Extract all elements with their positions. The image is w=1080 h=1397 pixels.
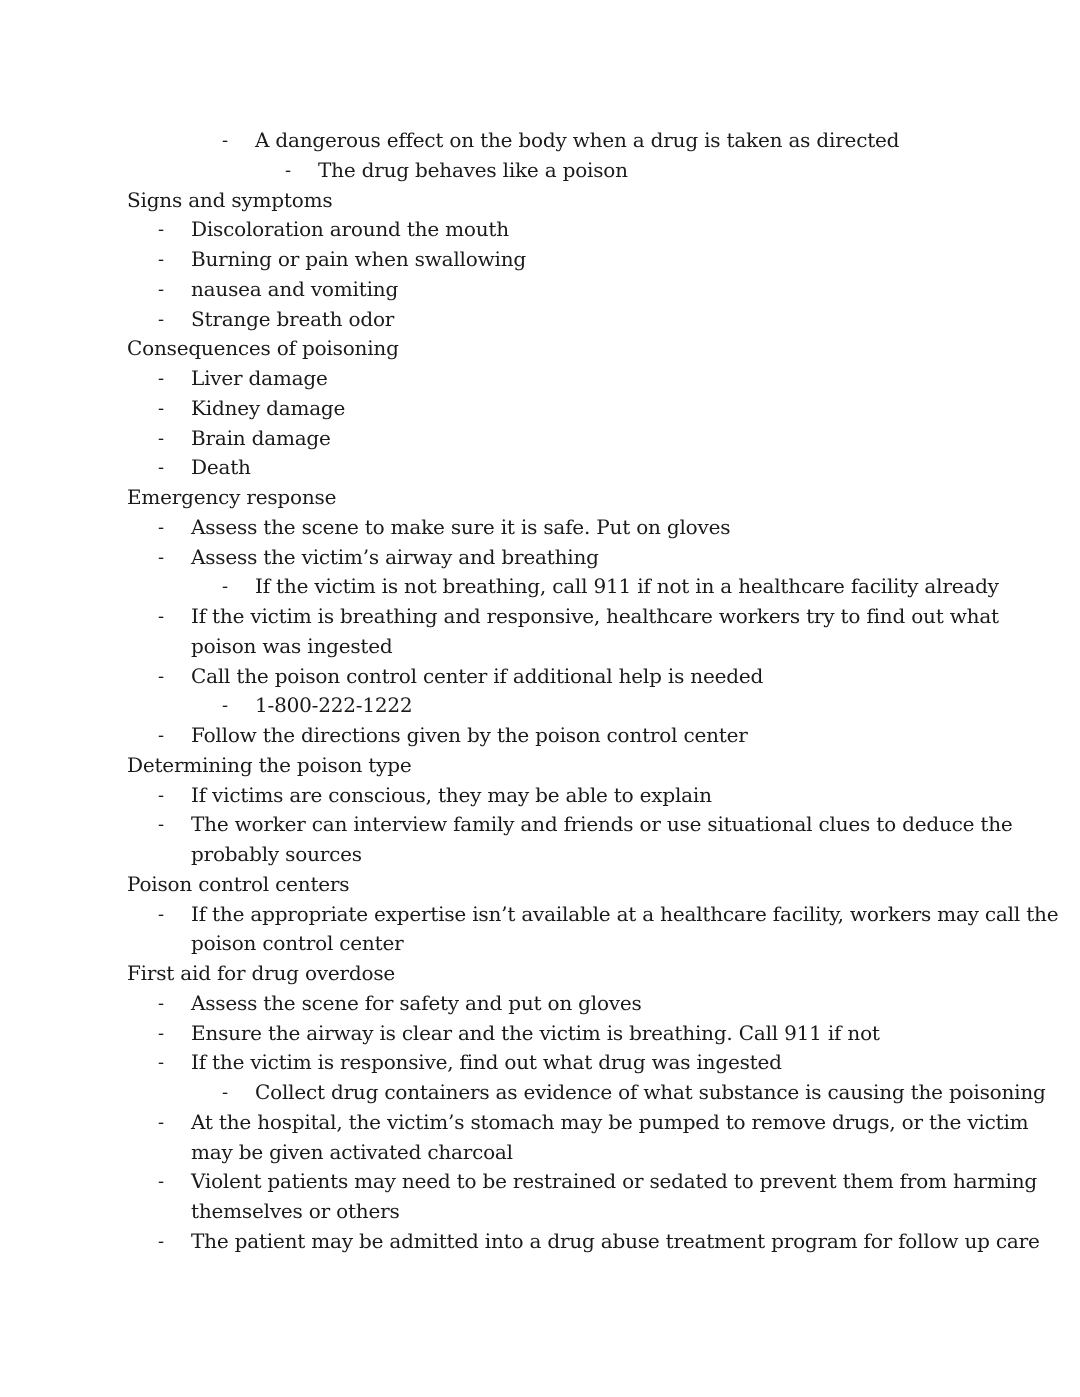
bullet-continuation [0,1197,1080,1227]
bullet-line [0,1108,1080,1138]
dash-marker: - [158,397,164,419]
section-heading-signs-and-symptoms [0,186,1080,216]
bullet-line [0,721,1080,751]
dash-marker: - [158,665,164,687]
bullet-line [0,364,1080,394]
dash-marker: - [158,1171,164,1193]
line-text: Brain damage [191,425,331,450]
bullet-continuation [0,840,1080,870]
line-text: nausea and vomiting [191,276,399,301]
bullet-line [0,1227,1080,1257]
dash-marker: - [158,1230,164,1252]
bullet-line [0,453,1080,483]
line-text: Death [191,455,251,480]
bullet-continuation [0,929,1080,959]
line-text: poison was ingested [191,633,393,658]
notes-page [0,126,1080,1257]
dash-marker: - [222,1082,228,1103]
bullet-line [0,543,1080,573]
line-text: At the hospital, the victim’s stomach may be pumped to remove drugs, or the victim [191,1109,1029,1134]
line-text: Violent patients may need to be restrained or sedated to prevent them from harming [191,1169,1037,1194]
bullet-line [0,245,1080,275]
dash-marker: - [158,992,164,1014]
line-text: Collect drug containers as evidence of what substance is causing the poisoning [255,1080,1046,1104]
line-text: poison control center [191,931,404,956]
dash-marker: - [158,725,164,746]
dash-marker: - [158,606,164,627]
dash-marker: - [158,457,164,479]
dash-marker: - [158,1052,164,1074]
bullet-line [0,305,1080,335]
section-heading-emergency-response [0,483,1080,513]
bullet-line [0,781,1080,811]
line-text: Strange breath odor [191,306,395,331]
heading-text: Consequences of poisoning [127,336,399,361]
line-text: Burning or pain when swallowing [191,247,526,271]
line-text: If victims are conscious, they may be able to explain [191,782,712,807]
dash-marker: - [158,278,164,300]
heading-text: First aid for drug overdose [127,961,396,985]
line-text: If the victim is breathing and responsive, healthcare workers try to find out what [191,604,999,628]
bullet-line [0,126,1080,156]
dash-marker: - [158,308,164,330]
bullet-line [0,1078,1080,1108]
dash-marker: - [158,903,164,925]
bullet-line [0,424,1080,454]
bullet-line [0,1019,1080,1049]
phone-number: 1-800-222-1222 [255,693,413,718]
line-text: Call the poison control center if additional help is needed [191,663,764,688]
dash-marker: - [158,546,164,568]
bullet-line [0,513,1080,543]
section-heading-poison-control-centers [0,870,1080,900]
line-text: If the victim is responsive, find out what drug was ingested [191,1050,782,1075]
bullet-line [0,810,1080,840]
dash-marker: - [158,427,164,449]
section-heading-consequences [0,334,1080,364]
dash-marker: - [158,814,164,836]
line-text: Ensure the airway is clear and the victim is breathing. Call 911 if not [191,1020,880,1045]
phone-number-line [0,691,1080,721]
line-text: themselves or others [191,1199,400,1223]
dash-marker: - [158,219,164,241]
section-heading-first-aid-drug-overdose [0,959,1080,989]
bullet-line [0,215,1080,245]
line-text: may be given activated charcoal [191,1139,513,1164]
line-text: Liver damage [191,366,328,390]
dash-marker: - [158,249,164,270]
dash-marker: - [285,159,291,181]
bullet-line [0,156,1080,186]
line-text: Follow the directions given by the poison control center [191,723,748,747]
bullet-line [0,602,1080,632]
line-text: Assess the scene for safety and put on gloves [191,990,642,1015]
bullet-continuation [0,632,1080,662]
dash-marker: - [158,516,164,538]
bullet-line [0,662,1080,692]
heading-text: Emergency response [127,485,337,509]
line-text: Assess the scene to make sure it is safe. Put on gloves [191,514,731,539]
dash-marker: - [158,1022,164,1044]
bullet-line [0,572,1080,602]
dash-marker: - [158,1111,164,1133]
line-text: probably sources [191,842,362,866]
line-text: If the victim is not breathing, call 911 if not in a healthcare facility already [255,574,999,599]
line-text: Kidney damage [191,395,346,420]
dash-marker: - [222,695,228,717]
line-text: If the appropriate expertise isn’t available at a healthcare facility, workers may call the [191,901,1059,926]
line-text: Discoloration around the mouth [191,217,509,242]
bullet-line [0,1048,1080,1078]
line-text: The patient may be admitted into a drug abuse treatment program for follow up care [191,1228,1040,1253]
bullet-line [0,1167,1080,1197]
heading-text: Poison control centers [127,871,350,896]
bullet-line [0,989,1080,1019]
bullet-line [0,900,1080,930]
dash-marker: - [222,130,228,151]
dash-marker: - [158,368,164,389]
dash-marker: - [158,784,164,806]
line-text: The drug behaves like a poison [318,157,628,182]
dash-marker: - [222,576,228,598]
line-text: Assess the victim’s airway and breathing [191,544,599,569]
heading-text: Signs and symptoms [127,187,333,212]
line-text: The worker can interview family and friends or use situational clues to deduce the [191,812,1013,837]
heading-text: Determining the poison type [127,752,412,777]
bullet-line [0,394,1080,424]
bullet-line [0,275,1080,305]
section-heading-determining-poison-type [0,751,1080,781]
bullet-continuation [0,1138,1080,1168]
line-text: A dangerous effect on the body when a drug is taken as directed [255,128,900,152]
